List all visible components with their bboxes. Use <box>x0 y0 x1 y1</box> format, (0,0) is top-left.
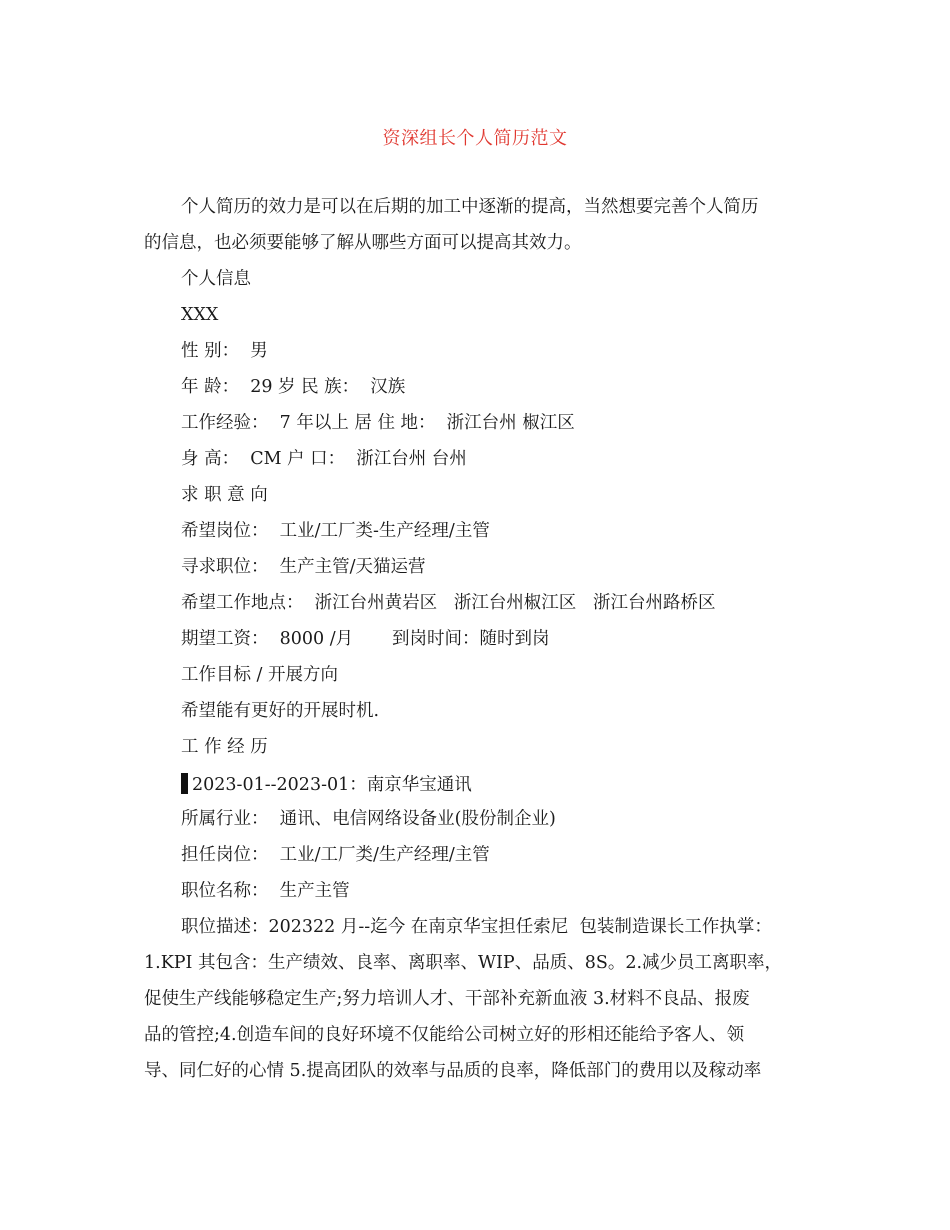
salary-arrival-field: 期望工资： 8000 /月 到岗时间：随时到岗 <box>181 629 550 649</box>
personal-info-heading: 个人信息 <box>181 269 251 289</box>
description-line-3: 促使生产线能够稳定生产;努力培训人才、干部补充新血液 3.材料不良品、报废 <box>144 989 750 1009</box>
role-field: 担任岗位： 工业/工厂类/生产经理/主管 <box>181 845 490 865</box>
work-experience-heading: 工 作 经 历 <box>181 737 268 757</box>
work-entry-header <box>181 773 472 795</box>
name-field: XXX <box>181 305 219 325</box>
age-ethnicity-field: 年 龄： 29 岁 民 族： 汉族 <box>181 377 406 397</box>
height-hukou-field: 身 高： CM 户 口： 浙江台州 台州 <box>181 449 467 469</box>
work-entry-header-text: 2023-01--2023-01：南京华宝通讯 <box>192 775 472 795</box>
job-title-field: 职位名称： 生产主管 <box>181 881 350 901</box>
intro-line-1: 个人简历的效力是可以在后期的加工中逐渐的提高，当然想要完善个人简历 <box>181 197 759 217</box>
gender-field: 性 别： 男 <box>181 341 268 361</box>
description-line-5: 导、同仁好的心情 5.提高团队的效率与品质的良率，降低部门的费用以及稼动率 <box>144 1061 762 1081</box>
description-line-1: 职位描述：202322 月--迄今 在南京华宝担任索尼 包装制造课长工作执掌： <box>181 917 772 937</box>
description-line-2: 1.KPI 其包含：生产绩效、良率、离职率、WIP、品质、8S。2.减少员工离职率， <box>144 953 783 973</box>
desired-location-field: 希望工作地点： 浙江台州黄岩区 浙江台州椒江区 浙江台州路桥区 <box>181 593 716 613</box>
goal-heading: 工作目标 / 开展方向 <box>181 665 339 685</box>
desired-position-field: 希望岗位： 工业/工厂类-生产经理/主管 <box>181 521 490 541</box>
experience-residence-field: 工作经验： 7 年以上 居 住 地： 浙江台州 椒江区 <box>181 413 575 433</box>
seeking-position-field: 寻求职位： 生产主管/天猫运营 <box>181 557 426 577</box>
section-marker-bar <box>181 773 188 794</box>
job-intent-heading: 求 职 意 向 <box>181 485 268 505</box>
goal-text: 希望能有更好的开展时机. <box>181 701 380 721</box>
description-line-4: 品的管控;4.创造车间的良好环境不仅能给公司树立好的形相还能给予客人、领 <box>144 1025 745 1045</box>
document-title: 资深组长个人简历范文 <box>382 128 568 149</box>
industry-field: 所属行业： 通讯、电信网络设备业(股份制企业) <box>181 809 556 829</box>
intro-line-2: 的信息，也必须要能够了解从哪些方面可以提高其效力。 <box>144 233 582 253</box>
